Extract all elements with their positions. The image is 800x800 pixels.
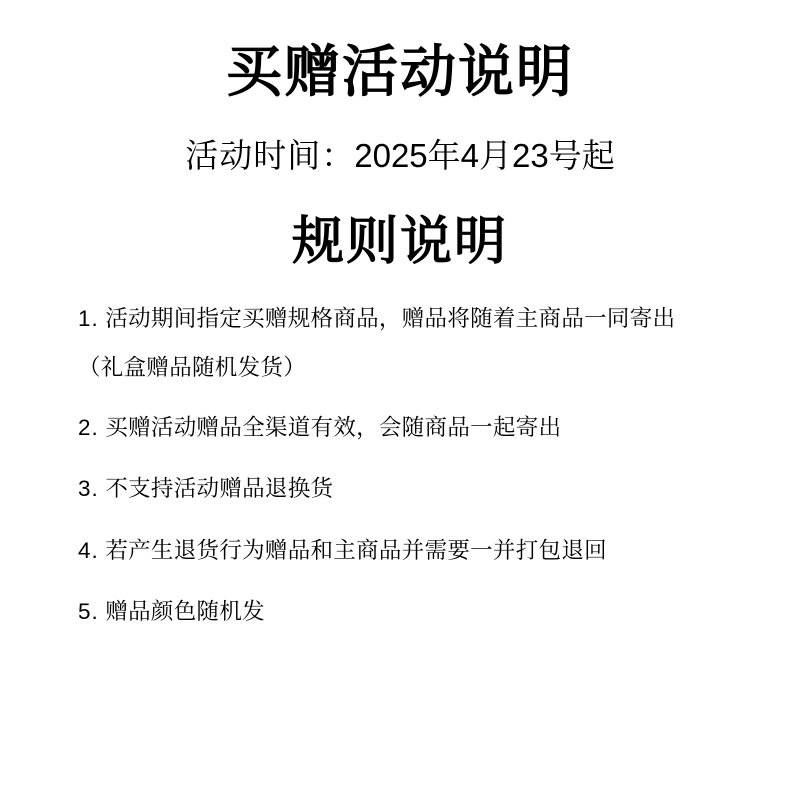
rule-text: 活动期间指定买赠规格商品，赠品将随着主商品一同寄出 [105,306,676,332]
activity-period-value: 2025年4月23号起 [354,137,615,175]
rule-text: 买赠活动赠品全渠道有效，会随商品一起寄出 [105,414,562,440]
activity-period-label: 活动时间 [185,137,322,175]
activity-period [40,130,760,177]
rules-list [40,304,760,627]
list-item [78,304,740,334]
list-item [78,413,740,443]
list-item [78,597,740,627]
rule-continuation: （礼盒赠品随机发货） [78,354,307,380]
list-item [78,474,740,504]
rule-number: 1. [78,306,99,332]
rule-number: 2. [78,414,99,440]
rule-number: 5. [78,598,99,624]
list-item [78,536,740,566]
rule-number: 3. [78,476,99,502]
rule-text: 不支持活动赠品退换货 [105,476,334,502]
page-title: 买赠活动说明 [226,40,574,103]
section-title-rules: 规则说明 [291,213,508,272]
rule-number: 4. [78,537,99,563]
rule-text: 若产生退货行为赠品和主商品并需要一并打包退回 [105,537,607,563]
activity-period-separator: ： [321,137,355,175]
rule-text: 赠品颜色随机发 [105,598,265,624]
